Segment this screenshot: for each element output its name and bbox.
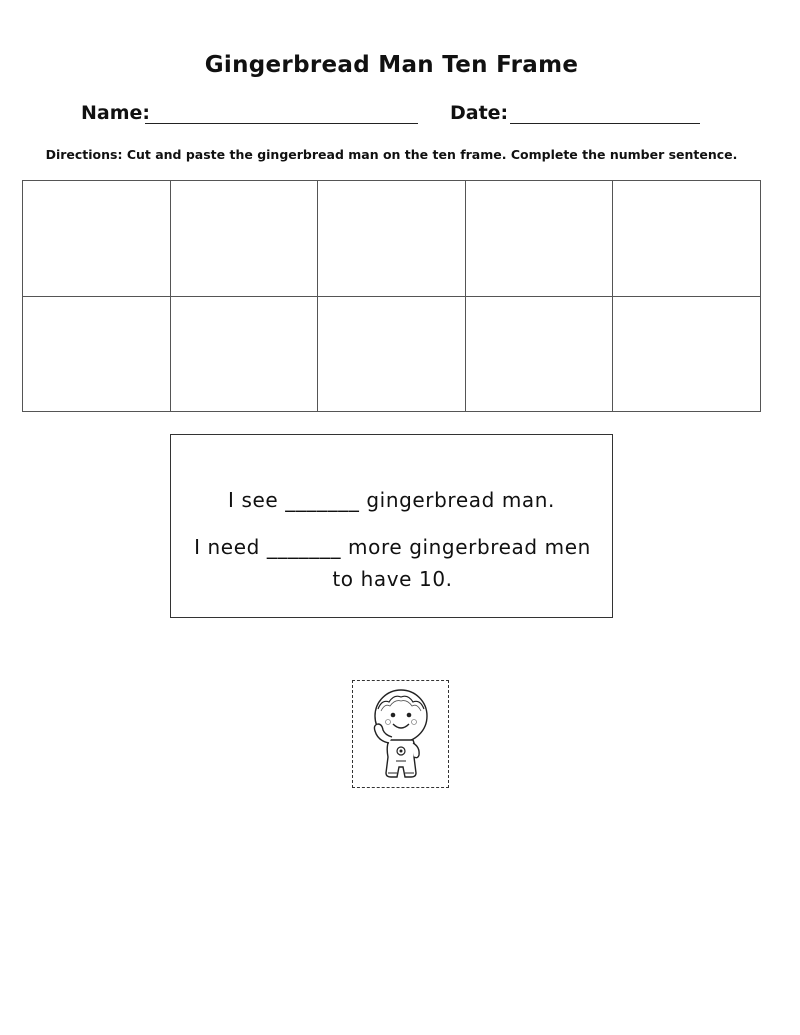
directions-text: Directions: Cut and paste the gingerbread man on the ten frame. Complete the number sentence.	[45, 147, 738, 162]
ten-frame-row	[23, 296, 761, 412]
gingerbread-cutout[interactable]	[352, 680, 449, 788]
worksheet-title: Gingerbread Man Ten Frame	[204, 52, 579, 78]
sentence-line-2: I need _______ more gingerbread men to have 10.	[194, 535, 591, 591]
gingerbread-man-icon	[362, 685, 440, 785]
ten-frame-cell[interactable]	[613, 181, 761, 297]
ten-frame-row	[23, 181, 761, 297]
ten-frame-cell[interactable]	[170, 181, 318, 297]
ten-frame-cell[interactable]	[23, 181, 171, 297]
sentence-line-1: I see _______ gingerbread man.	[227, 488, 555, 512]
date-label: Date:	[450, 102, 509, 124]
number-sentence-box	[170, 434, 613, 618]
ten-frame-cell[interactable]	[170, 296, 318, 412]
name-label: Name:	[81, 102, 151, 124]
name-line[interactable]	[145, 123, 418, 124]
ten-frame-cell[interactable]	[318, 181, 466, 297]
ten-frame-cell[interactable]	[465, 181, 613, 297]
ten-frame	[22, 180, 761, 412]
date-line[interactable]	[510, 123, 700, 124]
ten-frame-cell[interactable]	[613, 296, 761, 412]
ten-frame-cell[interactable]	[465, 296, 613, 412]
ten-frame-cell[interactable]	[318, 296, 466, 412]
ten-frame-cell[interactable]	[23, 296, 171, 412]
